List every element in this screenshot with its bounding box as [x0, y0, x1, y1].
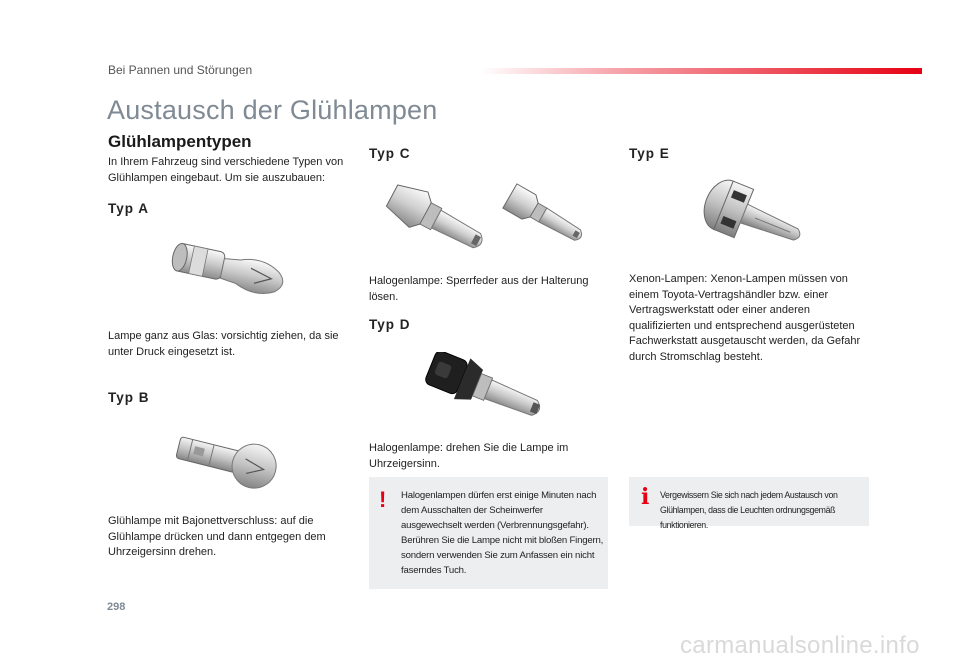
warning-exclamation-icon: !	[379, 487, 387, 512]
heading-type-b: Typ B	[108, 390, 150, 405]
warning-note-text: Halogenlampen dürfen erst einige Minuten nach dem Ausschalten der Scheinwerfer ausgewechselt werden (Verbrennungsgefahr). Berühren Sie die Lampe nicht mit bloßen Fingern, sondern verwenden Sie zum Anfassen ein nicht faserndes Tuch.	[401, 490, 604, 576]
text-type-d: Halogenlampe: drehen Sie die Lampe im Uhrzeigersinn.	[369, 442, 569, 470]
heading-type-e: Typ E	[629, 146, 670, 161]
breadcrumb: Bei Pannen und Störungen	[108, 63, 253, 77]
page-title: Austausch der Glühlampen	[107, 95, 438, 125]
info-icon: i	[641, 484, 650, 510]
header-accent-bar	[480, 68, 922, 74]
watermark: carmanualsonline.info	[680, 632, 920, 659]
halogen-twist-bulb-icon	[420, 352, 560, 428]
intro-text: In Ihrem Fahrzeug sind verschiedene Typen von Glühlampen eingebaut. Um sie auszubauen:	[108, 156, 344, 184]
heading-type-d: Typ D	[369, 317, 411, 332]
heading-type-a: Typ A	[108, 201, 149, 216]
glass-bulb-icon	[160, 236, 300, 306]
info-note-text: Vergewissern Sie sich nach jedem Austausch von Glühlampen, dass die Leuchten ordnungsgemäß funktionieren.	[660, 490, 838, 530]
text-type-b: Glühlampe mit Bajonettverschluss: auf die Glühlampe drücken und dann entgegen dem Uhrzeigersinn drehen.	[108, 515, 326, 558]
page-number: 298	[107, 601, 126, 613]
xenon-bulb-icon	[695, 178, 820, 258]
text-type-e: Xenon-Lampen: Xenon-Lampen müssen von einem Toyota-Vertragshändler bzw. einer Vertragswerkstatt oder einer anderen qualifizierten und entsprechend ausgerüsteten Fachwerkstatt ausgetauscht werden, da Gefahr durch Stromschlag besteht.	[629, 273, 861, 363]
halogen-bulb-icon	[378, 178, 600, 260]
text-type-a: Lampe ganz aus Glas: vorsichtig ziehen, da sie unter Druck eingesetzt ist.	[108, 330, 339, 358]
bayonet-bulb-icon	[170, 428, 285, 498]
section-title: Glühlampentypen	[108, 132, 252, 151]
heading-type-c: Typ C	[369, 146, 411, 161]
text-type-c: Halogenlampe: Sperrfeder aus der Halterung lösen.	[369, 275, 589, 303]
